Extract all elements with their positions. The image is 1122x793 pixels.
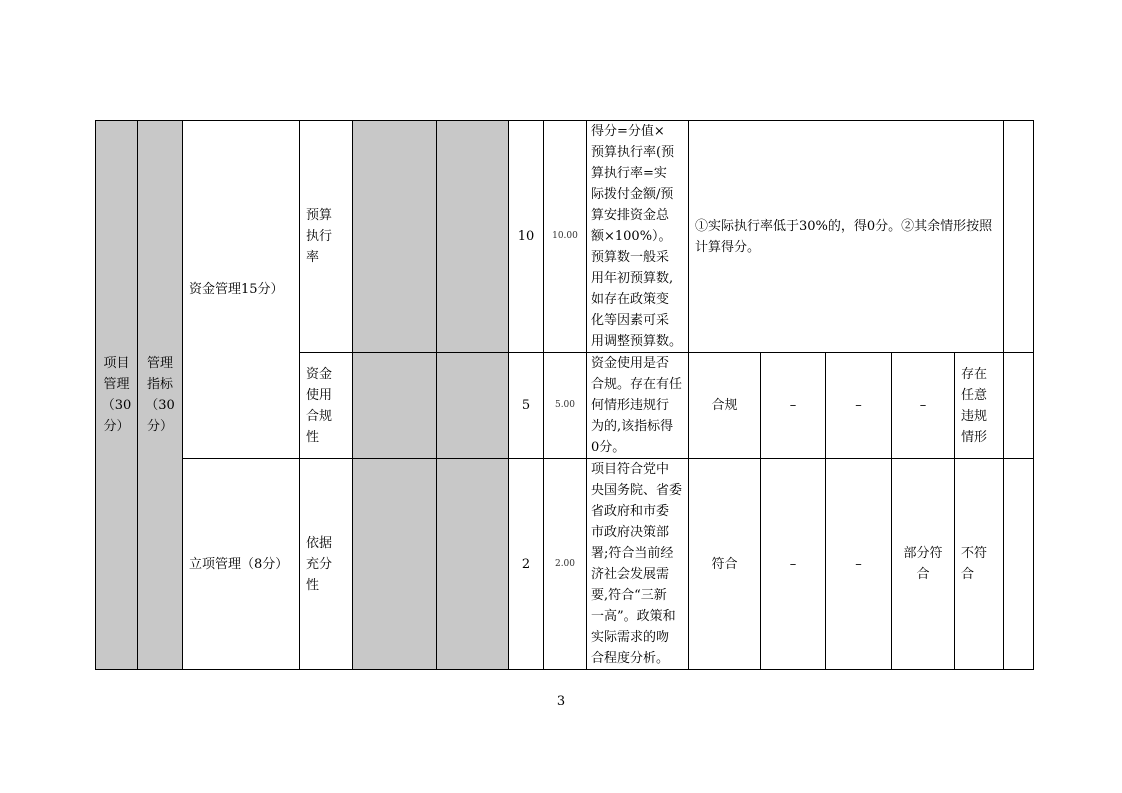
grade-a-cell: 合规 xyxy=(689,353,761,459)
table-row xyxy=(96,121,1034,353)
criteria-cell: 项目符合党中 央国务院、省委 省政府和市委 市政府决策部 署;符合当前经 济社会发展需 要,符合“三新 一高”。政策和 实际需求的吻 合程度分析。 xyxy=(587,459,689,670)
blank-cell xyxy=(353,459,437,670)
grade-b-cell: – xyxy=(761,459,826,670)
criteria-cell: 资金使用是否 合规。存在有任 何情形违规行 为的,该指标得 0分。 xyxy=(587,353,689,459)
category-cell: 资金管理15分） xyxy=(183,121,300,459)
evaluation-table xyxy=(95,120,1034,670)
criteria-cell: 得分=分值× 预算执行率(预 算执行率=实 际拨付金额/预 算安排资金总 额×100%）。 预算数一般采 用年初预算数, 如存在政策变 化等因素可采 用调整预算数。 xyxy=(587,121,689,353)
weight-cell: 5 xyxy=(509,353,544,459)
blank-cell xyxy=(437,459,509,670)
score-cell: 5.00 xyxy=(544,353,587,459)
grade-e-cell: 不符 合 xyxy=(955,459,1004,670)
grade-d-cell: – xyxy=(892,353,955,459)
grade-b-cell: – xyxy=(761,353,826,459)
blank-cell xyxy=(353,121,437,353)
blank-cell xyxy=(1004,459,1034,670)
grade-a-cell: 符合 xyxy=(689,459,761,670)
rule-cell: ①实际执行率低于30%的，得0分。②其余情形按照计算得分。 xyxy=(689,121,1004,353)
blank-cell xyxy=(1004,353,1034,459)
blank-cell xyxy=(437,353,509,459)
grade-c-cell: – xyxy=(826,459,892,670)
level2-cell: 管理 指标 （30 分） xyxy=(138,121,183,670)
page-number: 3 xyxy=(556,694,566,709)
blank-cell xyxy=(437,121,509,353)
weight-cell: 2 xyxy=(509,459,544,670)
indicator-cell: 资金 使用 合规 性 xyxy=(300,353,353,459)
indicator-cell: 预算 执行 率 xyxy=(300,121,353,353)
grade-d-cell: 部分符 合 xyxy=(892,459,955,670)
blank-cell xyxy=(353,353,437,459)
category-cell: 立项管理（8分） xyxy=(183,459,300,670)
grade-e-cell: 存在 任意 违规 情形 xyxy=(955,353,1004,459)
grade-c-cell: – xyxy=(826,353,892,459)
indicator-cell: 依据 充分 性 xyxy=(300,459,353,670)
weight-cell: 10 xyxy=(509,121,544,353)
table-row xyxy=(96,459,1034,670)
blank-cell xyxy=(1004,121,1034,353)
level1-cell: 项目 管理 （30 分） xyxy=(96,121,138,670)
score-cell: 10.00 xyxy=(544,121,587,353)
score-cell: 2.00 xyxy=(544,459,587,670)
